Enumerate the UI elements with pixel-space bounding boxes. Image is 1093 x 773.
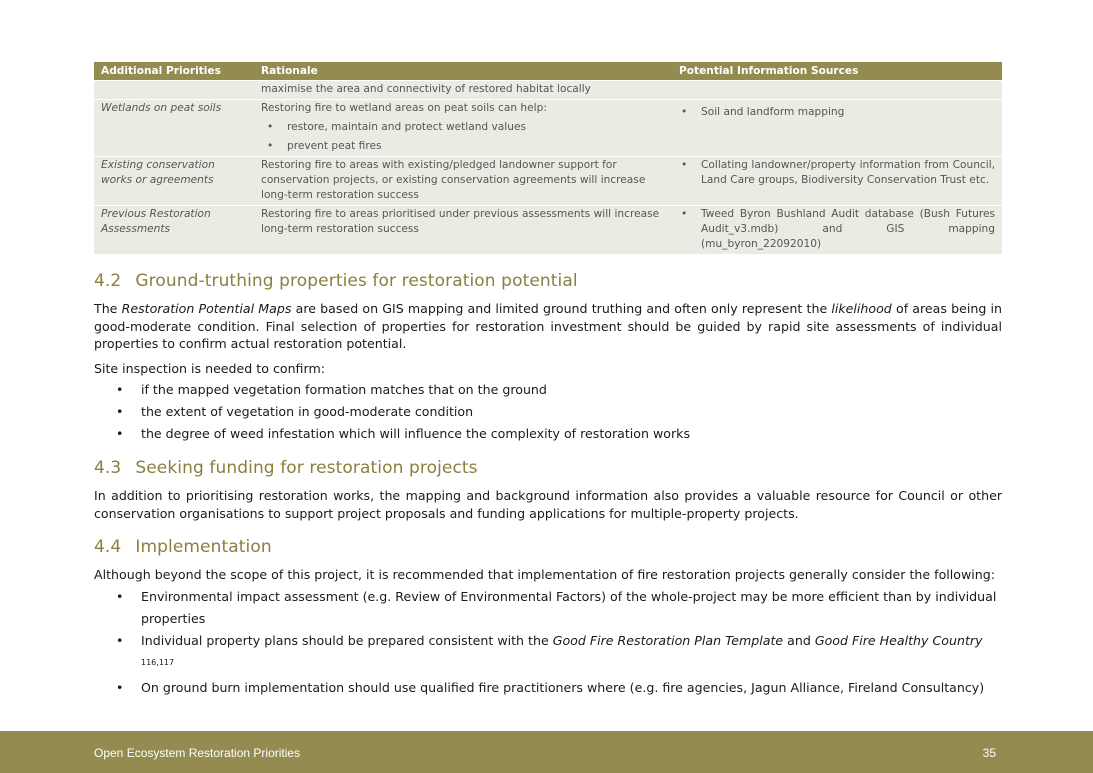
header-information-sources: Potential Information Sources (672, 62, 1002, 81)
list-item: • if the mapped vegetation formation matches that on the ground (94, 379, 1002, 401)
table-row (94, 100, 1002, 157)
list-item: • Individual property plans should be prepared consistent with the Good Fire Restoration Plan Template and Good Fire Healthy Country $^{116,117}$ (94, 630, 1002, 677)
paragraph: Site inspection is needed to confirm: (94, 360, 325, 376)
source-cell (672, 206, 1002, 255)
section-title: Implementation (135, 537, 272, 557)
paragraph: Although beyond the scope of this project, it is recommended that implementation of fire restoration projects generally consider the following: (94, 567, 995, 582)
header-additional-priorities: Additional Priorities (94, 62, 254, 81)
list-item: • the extent of vegetation in good-moderate condition (94, 401, 1002, 423)
rationale-bullets (261, 120, 665, 154)
rationale-cell: Restoring fire to areas with existing/pledged landowner support for conservation projects, or existing conservation agreements will increase long-term restoration success (254, 157, 672, 206)
priority-cell: Existing conservation works or agreements (94, 157, 254, 206)
list-item: • the degree of weed infestation which will influence the complexity of restoration works (94, 423, 1002, 445)
emphasis-text: Restoration Potential Maps (121, 301, 292, 316)
section-number: 4.4 (94, 537, 122, 557)
section-heading-4-3 (94, 458, 1002, 480)
footnote-ref: 116,117 (141, 657, 175, 667)
list-item: • Collating landowner/property information from Council, Land Care groups, Biodiversity Conservation Trust etc. (679, 158, 995, 188)
rationale-text: Restoring fire to wetland areas on peat soils can help: (261, 102, 547, 114)
table-row (94, 81, 1002, 100)
bullet-list (94, 586, 1002, 699)
source-cell (672, 100, 1002, 157)
page-number: 35 (982, 746, 996, 760)
list-item: • prevent peat fires (261, 139, 665, 154)
emphasis-text: Good Fire Restoration Plan Template (552, 632, 784, 648)
list-item: • restore, maintain and protect wetland values (261, 120, 665, 135)
paragraph: The Restoration Potential Maps are based on GIS mapping and limited ground truthing and often only represent the likelihood of areas being in good-moderate condition. Final selection of properties for restoration investment should be guided by rapid site assessments of individual properties to confirm actual restoration potential. (94, 301, 1002, 351)
section-title: Ground-truthing properties for restoration potential (135, 271, 578, 291)
paragraph: In addition to prioritising restoration works, the mapping and background information also provides a valuable resource for Council or other conservation organisations to support project proposals and funding applications for multiple-property projects. (94, 488, 1002, 521)
section-title: Seeking funding for restoration projects (135, 458, 478, 478)
section-heading-4-4 (94, 537, 1002, 559)
list-item: • Environmental impact assessment (e.g. Review of Environmental Factors) of the whole-project may be more efficient than by individual properties (94, 586, 1002, 630)
header-rationale: Rationale (254, 62, 672, 81)
priority-cell: Wetlands on peat soils (94, 100, 254, 157)
document-page (94, 62, 1002, 699)
priorities-table (94, 62, 1002, 254)
rationale-cell: maximise the area and connectivity of restored habitat locally (254, 81, 672, 100)
list-item: • Soil and landform mapping (679, 105, 995, 120)
rationale-cell: Restoring fire to areas prioritised under previous assessments will increase long-term restoration success (254, 206, 672, 255)
emphasis-text: likelihood (831, 301, 892, 316)
footer-title: Open Ecosystem Restoration Priorities (94, 746, 301, 760)
section-number: 4.3 (94, 458, 122, 478)
section-number: 4.2 (94, 271, 122, 291)
table-header-row (94, 62, 1002, 81)
section-heading-4-2 (94, 271, 1002, 293)
list-item: • On ground burn implementation should use qualified fire practitioners where (e.g. fire agencies, Jagun Alliance, Fireland Consultancy) (94, 677, 1002, 699)
source-cell (672, 81, 1002, 100)
table-row (94, 157, 1002, 206)
table-row (94, 206, 1002, 255)
source-cell (672, 157, 1002, 206)
priority-cell (94, 81, 254, 100)
emphasis-text: Good Fire Healthy Country (814, 632, 983, 648)
page-footer (0, 731, 1093, 773)
rationale-cell (254, 100, 672, 157)
priority-cell: Previous Restoration Assessments (94, 206, 254, 255)
bullet-list (94, 379, 1002, 445)
list-item: • Tweed Byron Bushland Audit database (Bush Futures Audit_v3.mdb) and GIS mapping (mu_byron_22092010) (679, 207, 995, 252)
